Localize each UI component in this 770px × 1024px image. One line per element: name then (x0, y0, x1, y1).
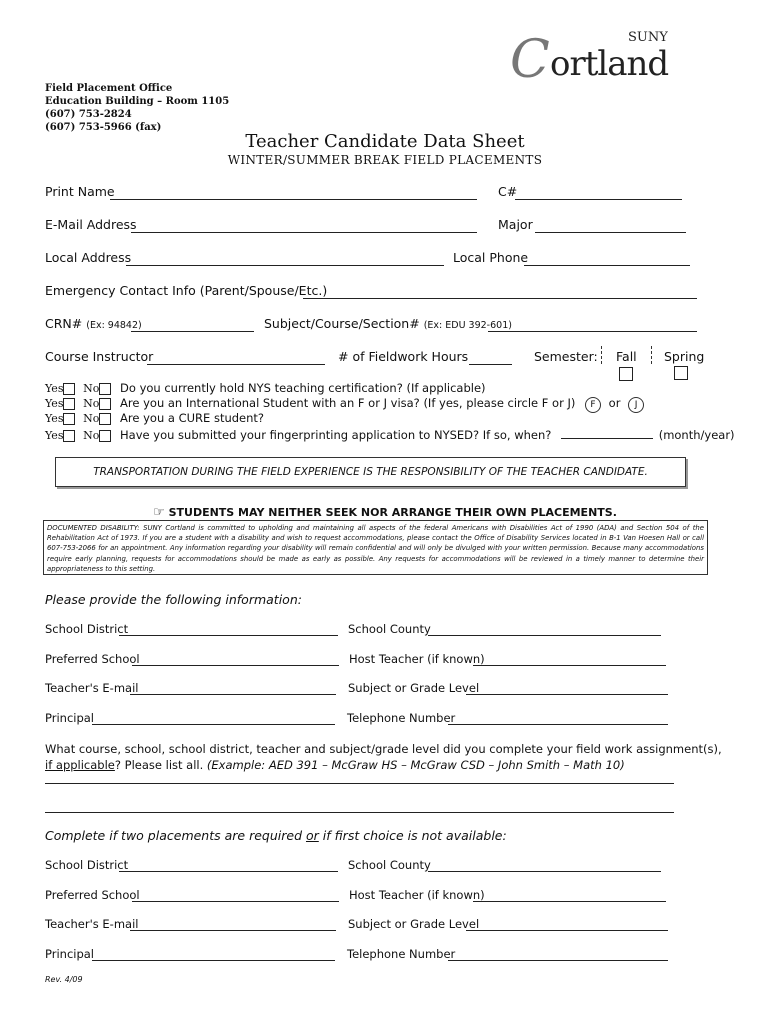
logo-ortland: ortland (550, 44, 669, 84)
school-district-field[interactable] (119, 871, 338, 872)
local-address-label: Local Address (45, 250, 132, 265)
school-district-field[interactable] (119, 635, 338, 636)
course-question-line2 (45, 757, 735, 773)
no-label: No (83, 429, 100, 442)
yes-label: Yes (45, 397, 64, 410)
telephone-field[interactable] (448, 724, 668, 725)
yes-checkbox[interactable] (63, 398, 75, 410)
divider-icon (601, 346, 602, 364)
semester-label: Semester: (534, 349, 598, 364)
fingerprint-date-field[interactable] (561, 427, 653, 439)
subject-field[interactable] (488, 331, 697, 332)
local-address-field[interactable] (126, 265, 444, 266)
section2-heading (45, 828, 507, 843)
no-checkbox[interactable] (99, 398, 111, 410)
fall-label: Fall (616, 349, 637, 364)
header-line-2: Education Building – Room 1105 (45, 96, 230, 107)
page-title: Teacher Candidate Data Sheet (245, 131, 525, 152)
school-county-field[interactable] (428, 871, 661, 872)
instructor-label: Course Instructor (45, 349, 154, 364)
transport-notice-box (55, 457, 686, 487)
teacher-email-field[interactable] (130, 930, 336, 931)
no-label: No (83, 397, 100, 410)
principal-field[interactable] (92, 724, 335, 725)
telephone-label: Telephone Number (347, 711, 456, 725)
principal-field[interactable] (92, 960, 335, 961)
emergency-contact-field[interactable] (303, 298, 697, 299)
logo-c: C (510, 30, 550, 90)
no-checkbox[interactable] (99, 430, 111, 442)
telephone-label: Telephone Number (347, 947, 456, 961)
hours-field[interactable] (469, 364, 512, 365)
spring-checkbox[interactable] (674, 366, 688, 380)
yes-checkbox[interactable] (63, 430, 75, 442)
question-text: Do you currently hold NYS teaching certification? (If applicable) (120, 381, 486, 395)
hours-label: # of Fieldwork Hours (338, 349, 469, 364)
teacher-email-field[interactable] (130, 694, 336, 695)
spring-label: Spring (664, 349, 705, 364)
visa-j-option[interactable]: J (628, 397, 644, 413)
course-answer-line-2[interactable] (45, 812, 674, 813)
page-subtitle: WINTER/SUMMER BREAK FIELD PLACEMENTS (227, 153, 543, 167)
print-name-field[interactable] (110, 199, 477, 200)
preferred-school-field[interactable] (132, 665, 339, 666)
crn-field[interactable] (131, 331, 254, 332)
major-field[interactable] (535, 232, 686, 233)
school-county-label: School County (348, 622, 431, 636)
school-county-label: School County (348, 858, 431, 872)
yes-label: Yes (45, 429, 64, 442)
school-district-label: School District (45, 622, 129, 636)
question-row-fingerprinting (45, 427, 735, 442)
course-answer-line-1[interactable] (45, 783, 674, 784)
suny-cortland-logo (510, 28, 710, 88)
section2-heading-pre: Complete if two placements are required (45, 828, 306, 843)
divider-icon (651, 346, 652, 364)
preferred-school-label: Preferred School (45, 652, 140, 666)
subject-grade-label: Subject or Grade Level (348, 917, 480, 931)
header-line-4: (607) 753-5966 (fax) (45, 122, 162, 133)
instructor-field[interactable] (147, 364, 325, 365)
office-header (45, 82, 229, 134)
major-label: Major (498, 217, 533, 232)
yes-checkbox[interactable] (63, 383, 75, 395)
disability-notice: DOCUMENTED DISABILITY: SUNY Cortland is committed to upholding and maintaining all aspects of the federal Americans with Disabilities Act of 1990 (ADA) and Section 504 of the Rehabilitation Act of 1973. If you are a student with a disability and wish to request accommodations, please contact the Office of Disability Services located in B-1 Van Hoesen Hall or call 607-753-2066 for an appointment. Any information regarding your disability will remain confidential and will only be divulged with your written permission. Because many accommodations require early planning, requests for accommodations should be made as early as possible. Any requests for accommodations will be reviewed in a timely manner to determine their appropriateness to this setting. (47, 524, 704, 573)
principal-label: Principal (45, 947, 95, 961)
emergency-contact-label: Emergency Contact Info (Parent/Spouse/Etc.) (45, 283, 328, 298)
placement-notice-text: STUDENTS MAY NEITHER SEEK NOR ARRANGE THEIR OWN PLACEMENTS. (168, 506, 617, 519)
revision-note: Rev. 4/09 (45, 975, 83, 984)
question-row-international (45, 396, 644, 411)
host-teacher-label: Host Teacher (if known) (349, 652, 485, 666)
pointing-hand-icon: ☞ (153, 505, 165, 520)
question-row-cure (45, 411, 264, 426)
placement-notice (0, 505, 770, 520)
section2-heading-post: if first choice is not available: (318, 828, 507, 843)
section2-heading-or: or (305, 828, 319, 843)
teacher-email-label: Teacher's E-mail (45, 917, 139, 931)
visa-f-option[interactable]: F (585, 397, 601, 413)
if-applicable-text: if applicable (45, 758, 115, 772)
c-number-field[interactable] (515, 199, 682, 200)
logo-suny: SUNY (628, 30, 668, 45)
month-year-hint: (month/year) (658, 428, 735, 442)
school-county-field[interactable] (428, 635, 661, 636)
no-checkbox[interactable] (99, 383, 111, 395)
subject-label (264, 316, 512, 331)
host-teacher-field[interactable] (473, 901, 666, 902)
crn-label (45, 316, 142, 331)
yes-label: Yes (45, 382, 64, 395)
transport-notice: TRANSPORTATION DURING THE FIELD EXPERIENCE IS THE RESPONSIBILITY OF THE TEACHER CANDIDATE. (93, 466, 648, 478)
principal-label: Principal (45, 711, 95, 725)
email-field[interactable] (131, 232, 477, 233)
disability-notice-box (43, 520, 708, 575)
teacher-email-label: Teacher's E-mail (45, 681, 139, 695)
subject-grade-field[interactable] (466, 694, 668, 695)
email-label: E-Mail Address (45, 217, 137, 232)
crn-example: (Ex: 94842) (86, 320, 142, 331)
question-text: Have you submitted your fingerprinting application to NYSED? If so, when? (120, 428, 552, 442)
preferred-school-field[interactable] (132, 901, 339, 902)
subject-grade-field[interactable] (466, 930, 668, 931)
crn-text: CRN# (45, 316, 83, 331)
c-number-label: C# (498, 184, 518, 199)
yes-checkbox[interactable] (63, 413, 75, 425)
header-line-3: (607) 753-2824 (45, 109, 132, 120)
telephone-field[interactable] (448, 960, 668, 961)
subject-text: Subject/Course/Section# (264, 316, 420, 331)
subject-example: (Ex: EDU 392-601) (423, 320, 512, 331)
please-list-text: ? Please list all. (114, 758, 204, 772)
question-row-certification (45, 381, 486, 396)
course-question (45, 741, 735, 773)
host-teacher-label: Host Teacher (if known) (349, 888, 485, 902)
subject-grade-label: Subject or Grade Level (348, 681, 480, 695)
host-teacher-field[interactable] (473, 665, 666, 666)
no-label: No (83, 412, 100, 425)
no-checkbox[interactable] (99, 413, 111, 425)
course-example: (Example: AED 391 – McGraw HS – McGraw CSD – John Smith – Math 10) (206, 758, 625, 772)
school-district-label: School District (45, 858, 129, 872)
course-question-line1: What course, school, school district, teacher and subject/grade level did you complete your field work assignment(s), (45, 742, 722, 756)
no-label: No (83, 382, 100, 395)
local-phone-label: Local Phone (453, 250, 529, 265)
header-line-1: Field Placement Office (45, 83, 173, 94)
preferred-school-label: Preferred School (45, 888, 140, 902)
question-text: Are you a CURE student? (120, 411, 265, 425)
or-text: or (608, 396, 621, 410)
fall-checkbox[interactable] (619, 367, 633, 381)
local-phone-field[interactable] (524, 265, 690, 266)
yes-label: Yes (45, 412, 64, 425)
section1-heading: Please provide the following information: (45, 592, 302, 607)
question-text: Are you an International Student with an F or J visa? (If yes, please circle F or J) (120, 396, 576, 410)
print-name-label: Print Name (45, 184, 115, 199)
